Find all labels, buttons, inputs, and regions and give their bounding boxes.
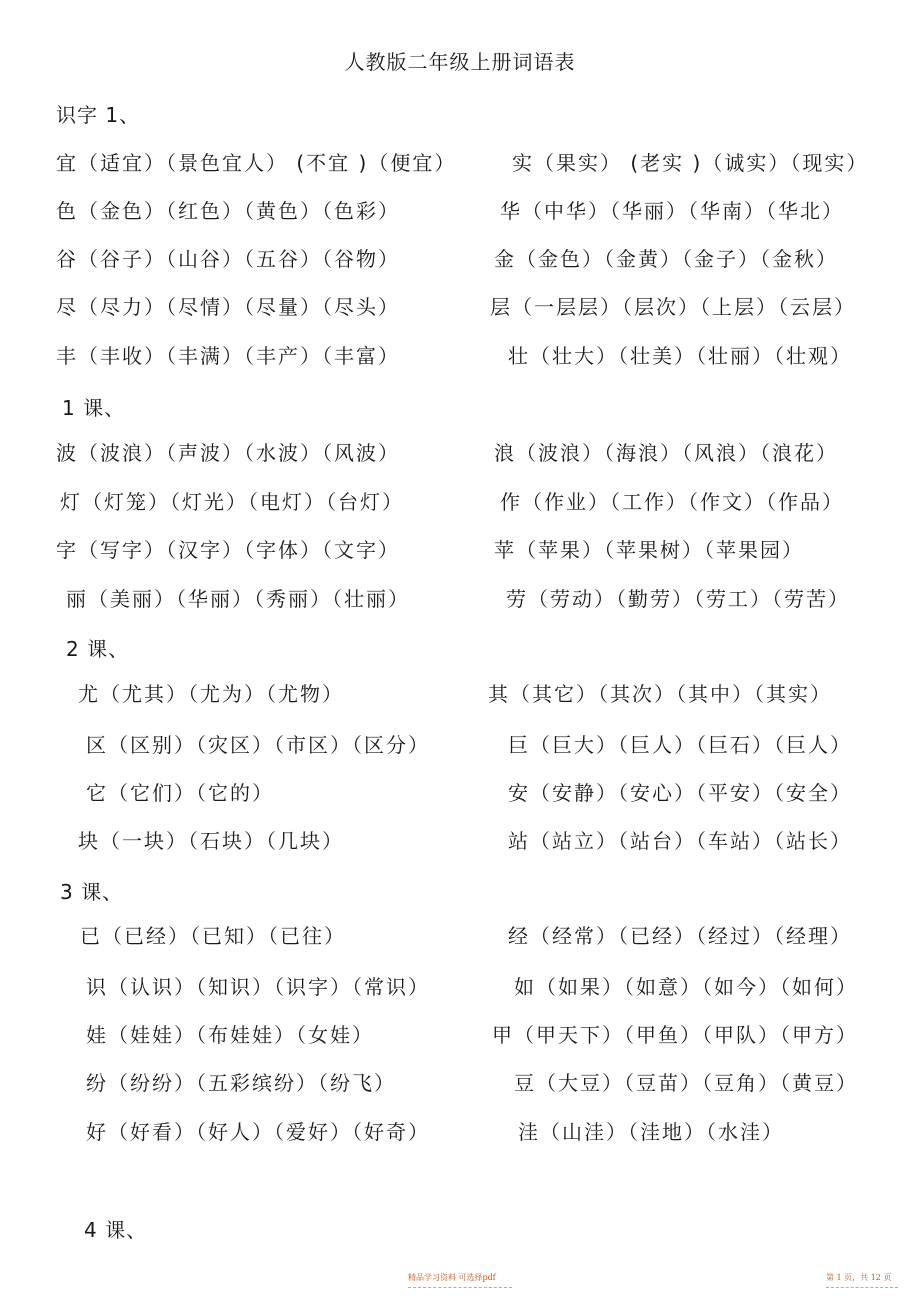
vocab-row-right: 其（其它）（其次）（其中）（其实） bbox=[488, 682, 832, 706]
vocab-row-right: 浪（波浪）（海浪）（风浪）（浪花） bbox=[494, 441, 838, 465]
vocab-row-left: 色（金色）（红色）（黄色）（色彩） bbox=[56, 199, 400, 223]
vocab-row-left: 尤（尤其）（尤为）（尤物） bbox=[78, 682, 344, 706]
section-heading: 3 课、 bbox=[60, 880, 124, 904]
footer-watermark: 精品学习资料 可选择pdf bbox=[408, 1273, 496, 1282]
vocab-row-right: 洼（山洼）（洼地）（水洼） bbox=[518, 1120, 784, 1144]
vocab-row-right: 苹（苹果）（苹果树）（苹果园） bbox=[494, 538, 804, 562]
vocab-row-right: 实（果实） (老实 )（诚实）（现实） bbox=[512, 151, 869, 175]
vocab-row-left: 识（认识）（知识）（识字）（常识） bbox=[86, 975, 430, 999]
vocab-row-right: 豆（大豆）（豆苗）（豆角）（黄豆） bbox=[514, 1071, 858, 1095]
vocab-row-right: 壮（壮大）（壮美）（壮丽）（壮观） bbox=[508, 344, 852, 368]
section-heading: 2 课、 bbox=[66, 637, 130, 661]
vocab-row-right: 安（安静）（安心）（平安）（安全） bbox=[508, 781, 852, 805]
vocab-row-left: 纷（纷纷）（五彩缤纷）（纷飞） bbox=[86, 1071, 396, 1095]
vocab-row-left: 灯（灯笼）（灯光）（电灯）（台灯） bbox=[60, 490, 404, 514]
vocab-row-left: 已（已经）（已知）（已往） bbox=[80, 924, 346, 948]
page-number: 第 1 页，共 12 页 bbox=[826, 1273, 892, 1282]
vocab-row-right: 甲（甲天下）（甲鱼）（甲队）（甲方） bbox=[492, 1023, 858, 1047]
vocab-row-left: 丽（美丽）（华丽）（秀丽）（壮丽） bbox=[66, 587, 410, 611]
vocab-row-right: 站（站立）（站台）（车站）（站长） bbox=[508, 829, 852, 853]
vocab-row-right: 作（作业）（工作）（作文）（作品） bbox=[500, 490, 844, 514]
page-title: 人教版二年级上册词语表 bbox=[344, 50, 576, 74]
vocab-row-right: 层（一层层）（层次）（上层）（云层） bbox=[490, 295, 856, 319]
vocab-row-left: 丰（丰收）（丰满）（丰产）（丰富） bbox=[56, 344, 400, 368]
vocab-row-left: 宜（适宜）（景色宜人） (不宜 )（便宜） bbox=[56, 151, 457, 175]
vocab-row-right: 经（经常）（已经）（经过）（经理） bbox=[508, 924, 852, 948]
footer-divider bbox=[826, 1287, 898, 1288]
vocab-row-left: 好（好看）（好人）（爱好）（好奇） bbox=[86, 1120, 430, 1144]
footer-divider bbox=[408, 1287, 512, 1288]
vocab-row-left: 块（一块）（石块）（几块） bbox=[78, 829, 344, 853]
vocab-row-left: 尽（尽力）（尽情）（尽量）（尽头） bbox=[56, 295, 400, 319]
vocab-row-left: 波（波浪）（声波）（水波）（风波） bbox=[56, 441, 400, 465]
vocab-row-right: 巨（巨大）（巨人）（巨石）（巨人） bbox=[508, 733, 852, 757]
vocab-row-right: 如（如果）（如意）（如今）（如何） bbox=[514, 975, 858, 999]
vocab-row-left: 它（它们）（它的） bbox=[86, 781, 274, 805]
vocab-row-left: 娃（娃娃）（布娃娃）（女娃） bbox=[86, 1023, 374, 1047]
vocab-row-right: 华（中华）（华丽）（华南）（华北） bbox=[500, 199, 844, 223]
vocab-row-right: 金（金色）（金黄）（金子）（金秋） bbox=[494, 247, 838, 271]
vocab-row-right: 劳（劳动）（勤劳）（劳工）（劳苦） bbox=[506, 587, 850, 611]
section-heading: 识字 1、 bbox=[56, 103, 141, 127]
section-heading: 1 课、 bbox=[62, 396, 126, 420]
vocab-row-left: 字（写字）（汉字）（字体）（文字） bbox=[56, 538, 400, 562]
vocab-row-left: 谷（谷子）（山谷）（五谷）（谷物） bbox=[56, 247, 400, 271]
section-heading: 4 课、 bbox=[84, 1218, 148, 1242]
vocab-row-left: 区（区别）（灾区）（市区）（区分） bbox=[86, 733, 430, 757]
